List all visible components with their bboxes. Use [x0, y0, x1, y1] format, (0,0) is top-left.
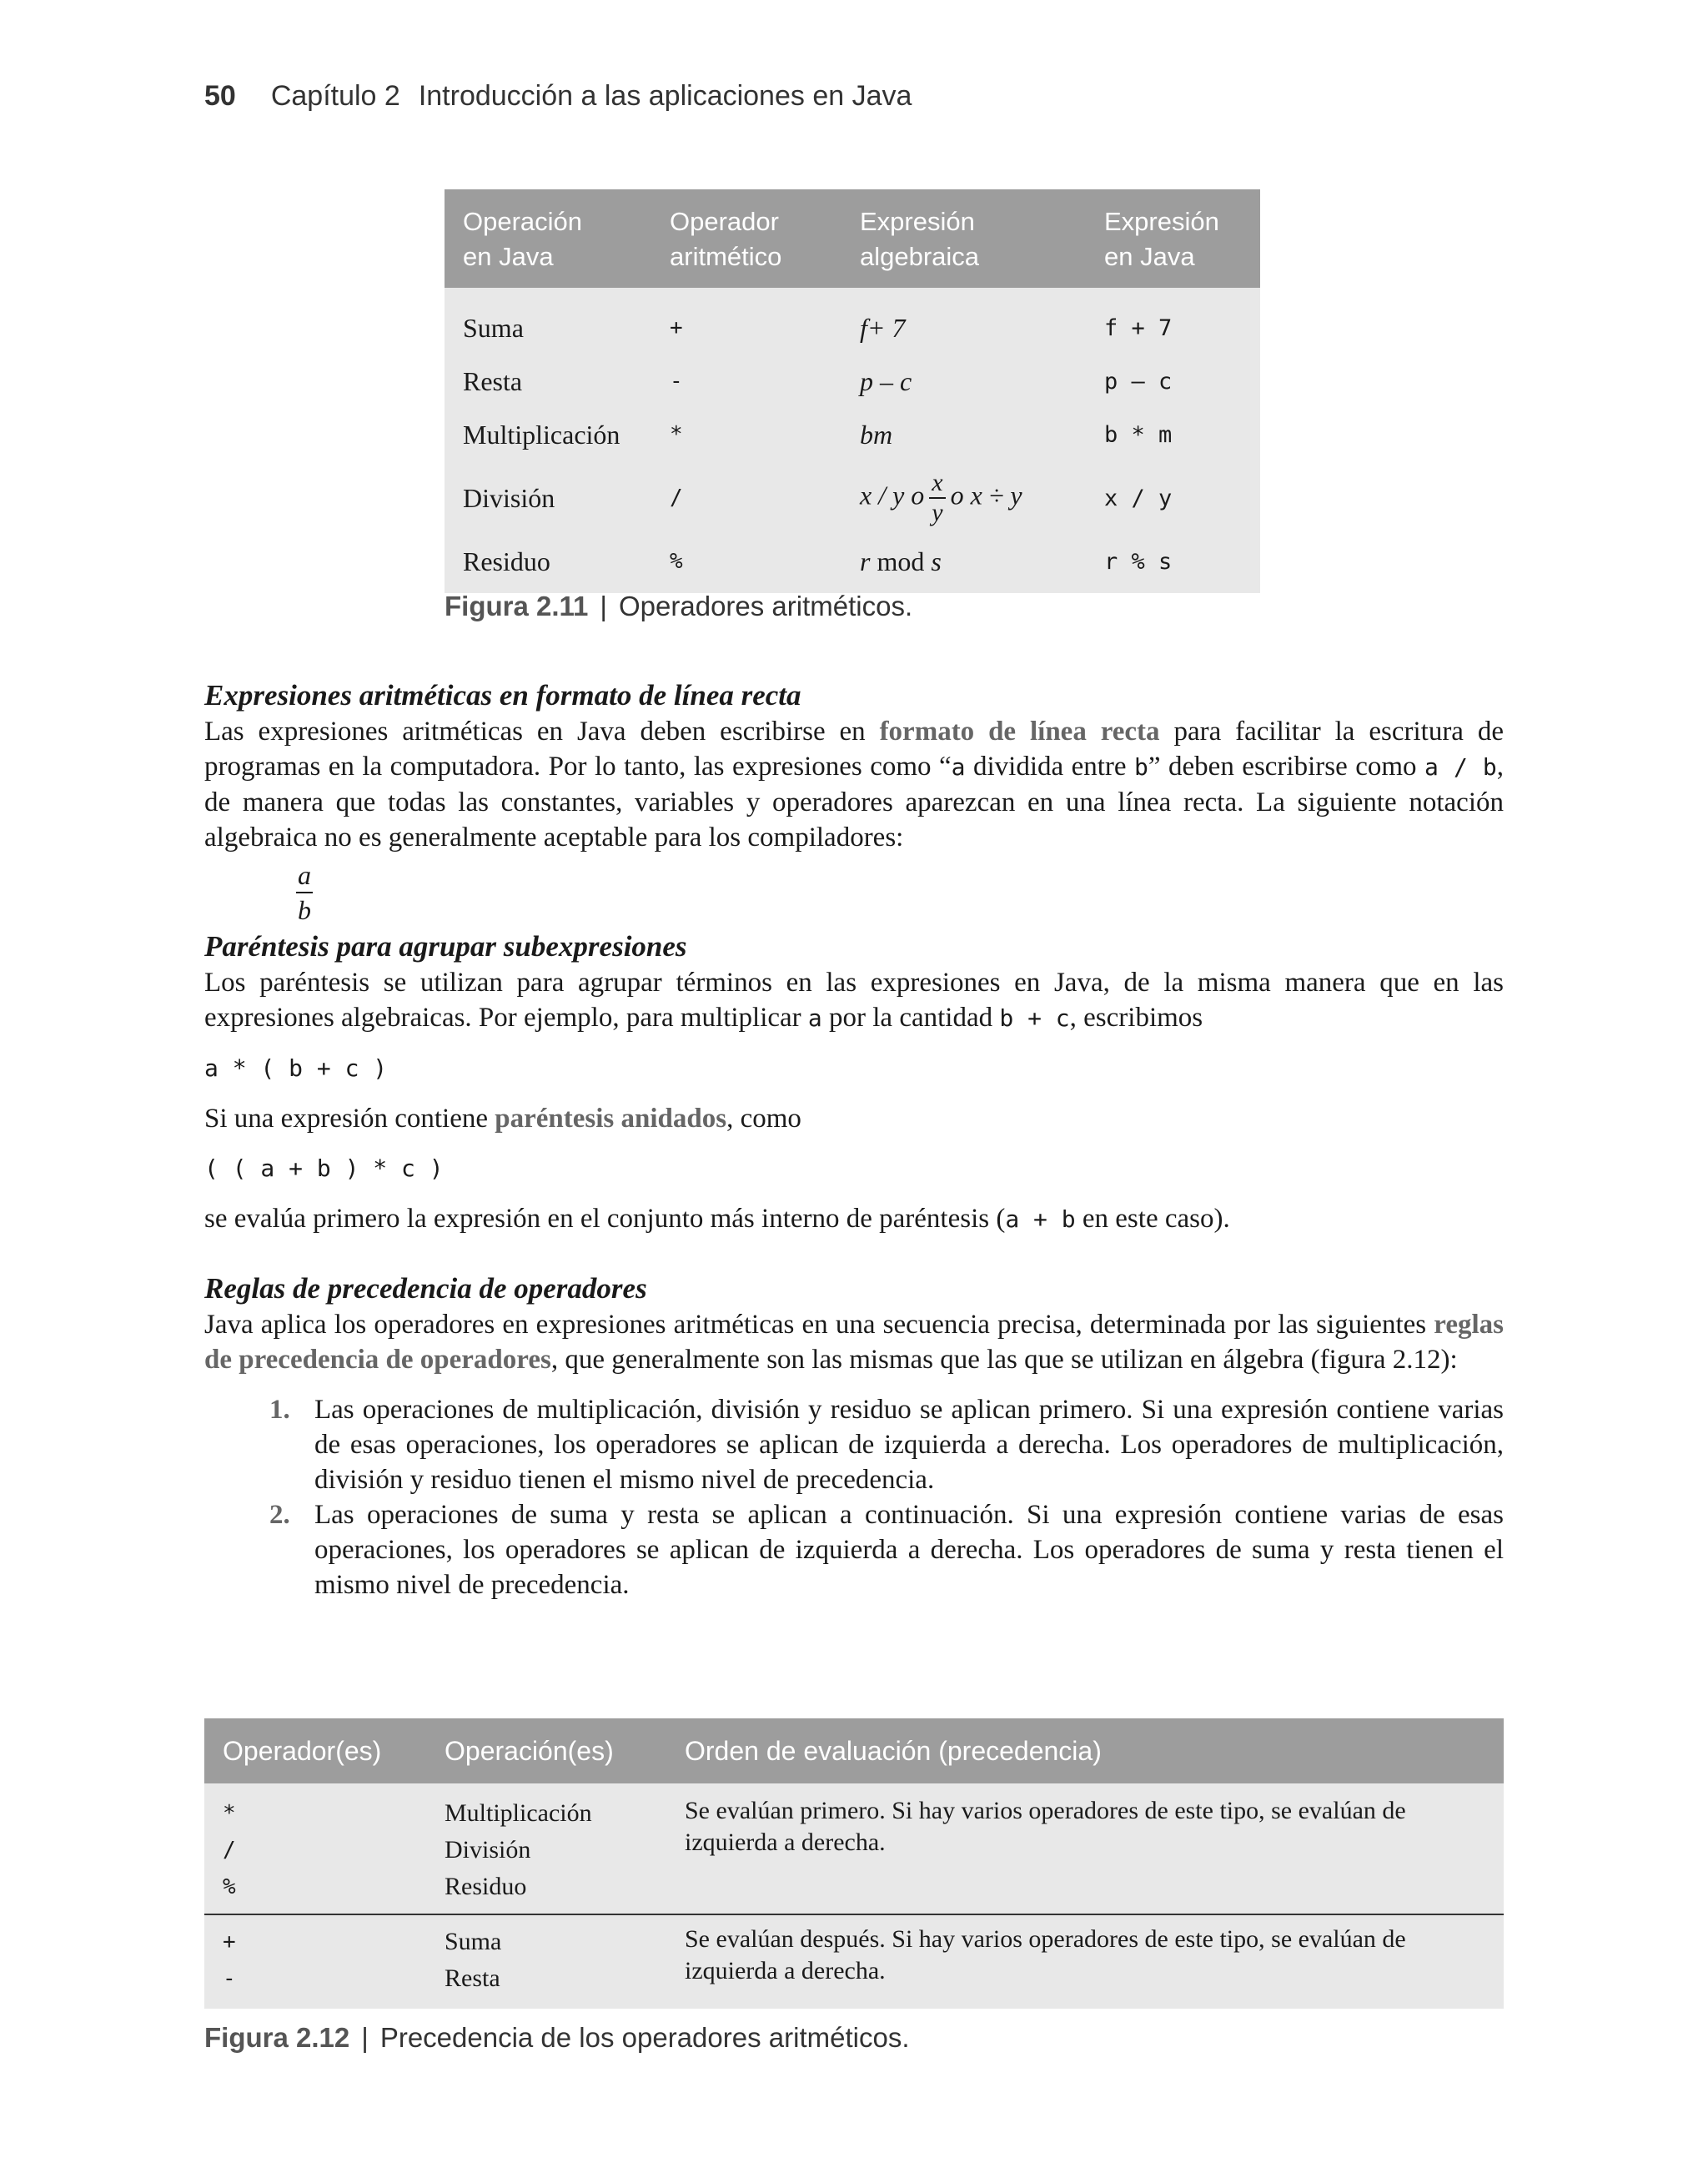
figure-caption: [204, 2022, 909, 2054]
chapter-label: Capítulo 2: [270, 80, 400, 112]
cell-java: b * m: [1104, 421, 1173, 448]
table-header-row: [204, 1718, 1504, 1783]
cell-java: f + 7: [1104, 314, 1173, 341]
code-example: ( ( a + b ) * c ): [204, 1154, 444, 1182]
cell-operation: Multiplicación: [463, 419, 620, 450]
operator-precedence-table: [204, 1718, 1504, 2009]
paragraph: Las expresiones aritméticas en Java deben escribirse en formato de línea recta para facilitar la escritura de programas en la computadora. Por lo tanto, las expresiones como “a dividida entre b” deben escribirse como a / b, de manera que todas las constantes, variables y operadores aparezcan en una línea recta. La siguiente notación algebraica no es generalmente aceptable para los compiladores:: [204, 717, 1505, 853]
figure-label: Figura 2.12: [204, 2022, 350, 2053]
cell-operation: Suma: [463, 312, 524, 343]
caption-separator: |: [600, 591, 607, 621]
cell-operators: * / %: [223, 1801, 236, 1899]
figure-caption: [445, 591, 912, 622]
table-row: [204, 1914, 1504, 2009]
cell-operations: Suma Resta: [445, 1914, 685, 2009]
cell-algebraic: p – c: [860, 365, 912, 396]
code-example: a * ( b + c ): [204, 1054, 388, 1082]
cell-java: r % s: [1104, 548, 1173, 575]
paragraph: Si una expresión contiene paréntesis anidados, como: [204, 1104, 801, 1134]
cell-java: p – c: [1104, 368, 1173, 395]
cell-order: Se evalúan después. Si hay varios operadores de este tipo, se evalúan de izquierda a derecha.: [685, 1914, 1504, 2009]
chapter-title: Introducción a las aplicaciones en Java: [418, 80, 912, 112]
col-header: Operador(es): [204, 1718, 445, 1783]
cell-operator: %: [670, 549, 683, 574]
table-row: [445, 408, 1260, 461]
col-header: Operador aritmético: [670, 189, 860, 288]
paragraph: se evalúa primero la expresión en el conjunto más interno de paréntesis (a + b en este caso).: [204, 1204, 1230, 1234]
col-header: Expresión en Java: [1104, 189, 1260, 288]
fraction: $\frac{x}{y}$: [929, 470, 945, 526]
cell-operators: + -: [204, 1914, 445, 2009]
table-row: [445, 461, 1260, 535]
precedence-rules-list: [204, 1392, 1504, 1602]
list-item: 2. Las operaciones de suma y resta se aplican a continuación. Si una expresión contiene varias de esas operaciones, los operadores se aplican de izquierda a derecha. Los operadores de suma y resta tienen el mismo nivel de precedencia.: [269, 1500, 1504, 1600]
col-header: Operación en Java: [445, 189, 670, 288]
cell-operator: *: [670, 422, 683, 447]
fraction-example: $\frac{a}{b}$: [298, 860, 311, 925]
arithmetic-operators-table: [445, 189, 1260, 593]
section-heading: Paréntesis para agrupar subexpresiones: [204, 930, 687, 963]
table-row: [445, 355, 1260, 408]
table-row: [445, 288, 1260, 355]
cell-algebraic: r mod s: [860, 546, 942, 576]
body-text: [204, 677, 1504, 1602]
cell-algebraic: bm: [860, 419, 893, 450]
cell-operation: División: [463, 482, 555, 513]
list-item: 1. Las operaciones de multiplicación, división y residuo se aplican primero. Si una expresión contiene varias de esas operaciones, los operadores se aplican de izquierda a derecha. Los operadores de multiplicación, división y residuo tienen el mismo nivel de precedencia.: [269, 1395, 1504, 1495]
page-number: 50: [204, 80, 236, 112]
cell-operator: -: [670, 369, 683, 394]
cell-algebraic: x / y o $\frac{x}{y}$ o x ÷ y: [860, 469, 1022, 526]
table-header-row: [445, 189, 1260, 288]
paragraph: Java aplica los operadores en expresiones aritméticas en una secuencia precisa, determinada por las siguientes reglas de precedencia de operadores, que generalmente son las mismas que las que se utilizan en álgebra (figura 2.12):: [204, 1310, 1504, 1375]
figure-label: Figura 2.11: [445, 591, 589, 621]
cell-operations: Multiplicación División Residuo: [445, 1799, 592, 1900]
cell-operation: Residuo: [463, 546, 550, 576]
section-heading: Reglas de precedencia de operadores: [204, 1272, 647, 1305]
caption-separator: |: [361, 2022, 369, 2053]
caption-text: Operadores aritméticos.: [619, 591, 913, 621]
cell-operator: /: [670, 485, 683, 511]
cell-operation: Resta: [463, 365, 523, 396]
cell-java: x / y: [1104, 485, 1173, 511]
table-row: [204, 1783, 1504, 1914]
paragraph: Los paréntesis se utilizan para agrupar términos en las expresiones en Java, de la misma manera que en las expresiones algebraicas. Por ejemplo, para multiplicar a por la cantidad b + c, escribimos: [204, 968, 1504, 1033]
col-header: Operación(es): [445, 1718, 685, 1783]
caption-text: Precedencia de los operadores aritméticos.: [379, 2022, 910, 2053]
running-header: [204, 80, 912, 113]
section-heading: Expresiones aritméticas en formato de línea recta: [204, 679, 801, 712]
cell-algebraic: f+ 7: [860, 312, 906, 343]
cell-operator: +: [670, 315, 683, 340]
table-row: [445, 535, 1260, 593]
col-header: Orden de evaluación (precedencia): [685, 1718, 1504, 1783]
col-header: Expresión algebraica: [860, 189, 1104, 288]
cell-order: Se evalúan primero. Si hay varios operadores de este tipo, se evalúan de izquierda a derecha.: [685, 1797, 1406, 1856]
